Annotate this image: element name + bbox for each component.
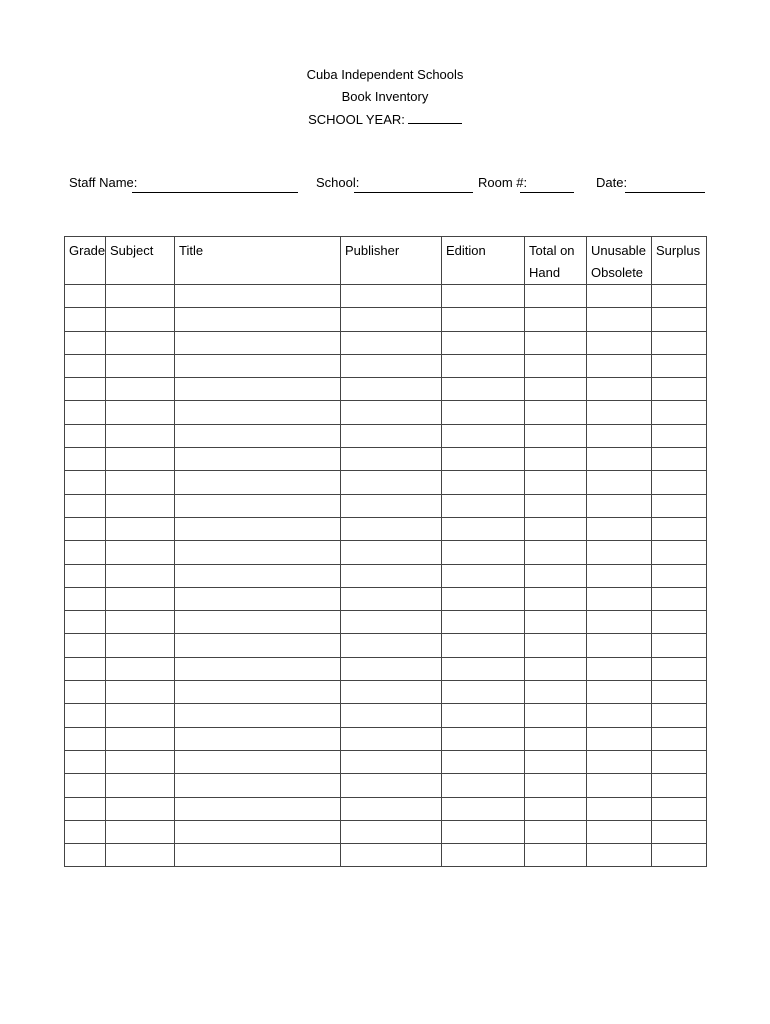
- table-cell[interactable]: [652, 820, 707, 843]
- table-cell[interactable]: [442, 378, 525, 401]
- table-cell[interactable]: [341, 587, 442, 610]
- table-cell[interactable]: [175, 844, 341, 867]
- table-cell[interactable]: [442, 448, 525, 471]
- column-header: [106, 237, 175, 285]
- table-cell[interactable]: [175, 611, 341, 634]
- table-row: [65, 494, 707, 517]
- table-cell[interactable]: [106, 471, 175, 494]
- table-cell[interactable]: [175, 471, 341, 494]
- table-cell[interactable]: [175, 401, 341, 424]
- form-header: [0, 64, 770, 131]
- table-cell[interactable]: [587, 541, 652, 564]
- table-cell[interactable]: [65, 401, 106, 424]
- table-cell[interactable]: [175, 541, 341, 564]
- table-cell[interactable]: [175, 797, 341, 820]
- table-cell[interactable]: [442, 354, 525, 377]
- column-header: [442, 237, 525, 285]
- table-cell[interactable]: [65, 820, 106, 843]
- table-row: [65, 285, 707, 308]
- table-cell[interactable]: [341, 820, 442, 843]
- table-cell[interactable]: [65, 657, 106, 680]
- table-cell[interactable]: [587, 285, 652, 308]
- table-cell[interactable]: [106, 797, 175, 820]
- table-row: [65, 657, 707, 680]
- table-row: [65, 401, 707, 424]
- staff-name-label: Staff Name:: [69, 175, 138, 190]
- table-cell[interactable]: [587, 587, 652, 610]
- table-cell[interactable]: [525, 681, 587, 704]
- table-cell[interactable]: [65, 517, 106, 540]
- table-cell[interactable]: [106, 401, 175, 424]
- table-cell[interactable]: [652, 354, 707, 377]
- column-header-line1: Total on: [529, 243, 575, 258]
- table-cell[interactable]: [652, 844, 707, 867]
- table-cell[interactable]: [175, 634, 341, 657]
- table-cell[interactable]: [65, 564, 106, 587]
- column-header-line1: Edition: [446, 243, 486, 258]
- table-cell[interactable]: [525, 657, 587, 680]
- table-cell[interactable]: [525, 611, 587, 634]
- table-cell[interactable]: [65, 354, 106, 377]
- room-field[interactable]: [520, 192, 574, 193]
- table-cell[interactable]: [442, 471, 525, 494]
- date-field[interactable]: [625, 192, 705, 193]
- table-cell[interactable]: [106, 774, 175, 797]
- table-cell[interactable]: [587, 494, 652, 517]
- table-cell[interactable]: [442, 564, 525, 587]
- table-cell[interactable]: [442, 587, 525, 610]
- table-cell[interactable]: [341, 681, 442, 704]
- column-header: [65, 237, 106, 285]
- table-row: [65, 331, 707, 354]
- table-cell[interactable]: [106, 750, 175, 773]
- school-field[interactable]: [354, 192, 473, 193]
- table-row: [65, 704, 707, 727]
- table-row: [65, 727, 707, 750]
- table-cell[interactable]: [652, 448, 707, 471]
- table-cell[interactable]: [341, 727, 442, 750]
- table-cell[interactable]: [652, 308, 707, 331]
- table-cell[interactable]: [587, 378, 652, 401]
- column-header: [652, 237, 707, 285]
- table-cell[interactable]: [175, 587, 341, 610]
- table-cell[interactable]: [525, 517, 587, 540]
- org-name: Cuba Independent Schools: [306, 67, 464, 82]
- table-cell[interactable]: [65, 681, 106, 704]
- table-cell[interactable]: [587, 564, 652, 587]
- table-cell[interactable]: [106, 378, 175, 401]
- table-cell[interactable]: [341, 448, 442, 471]
- table-cell[interactable]: [525, 308, 587, 331]
- table-cell[interactable]: [106, 634, 175, 657]
- header-row: [65, 237, 707, 285]
- table-row: [65, 471, 707, 494]
- table-cell[interactable]: [175, 308, 341, 331]
- table-cell[interactable]: [652, 611, 707, 634]
- table-cell[interactable]: [65, 611, 106, 634]
- table-cell[interactable]: [106, 587, 175, 610]
- column-header-line1: Unusable: [591, 243, 646, 258]
- table-cell[interactable]: [525, 331, 587, 354]
- table-cell[interactable]: [442, 285, 525, 308]
- table-cell[interactable]: [341, 564, 442, 587]
- table-cell[interactable]: [106, 727, 175, 750]
- table-row: [65, 424, 707, 447]
- table-row: [65, 564, 707, 587]
- table-cell[interactable]: [341, 541, 442, 564]
- table-cell[interactable]: [65, 704, 106, 727]
- table-cell[interactable]: [587, 401, 652, 424]
- room-label: Room #:: [478, 175, 528, 190]
- table-cell[interactable]: [341, 844, 442, 867]
- table-cell[interactable]: [341, 331, 442, 354]
- table-cell[interactable]: [442, 657, 525, 680]
- table-cell[interactable]: [65, 587, 106, 610]
- table-cell[interactable]: [65, 634, 106, 657]
- table-cell[interactable]: [341, 494, 442, 517]
- table-cell[interactable]: [525, 774, 587, 797]
- school-year-line: [0, 108, 770, 131]
- table-cell[interactable]: [652, 564, 707, 587]
- date-label: Date:: [596, 175, 628, 190]
- table-cell[interactable]: [442, 727, 525, 750]
- column-header: [525, 237, 587, 285]
- table-cell[interactable]: [65, 494, 106, 517]
- table-cell[interactable]: [652, 471, 707, 494]
- table-cell[interactable]: [106, 820, 175, 843]
- school-year-label: SCHOOL YEAR:: [308, 112, 405, 127]
- table-cell[interactable]: [65, 285, 106, 308]
- school-year-blank[interactable]: [408, 108, 462, 124]
- table-body: [65, 285, 707, 867]
- table-row: [65, 681, 707, 704]
- table-cell[interactable]: [175, 378, 341, 401]
- table-cell[interactable]: [525, 494, 587, 517]
- table-cell[interactable]: [587, 354, 652, 377]
- table-cell[interactable]: [341, 517, 442, 540]
- table-cell[interactable]: [587, 331, 652, 354]
- table-row: [65, 611, 707, 634]
- table-cell[interactable]: [587, 424, 652, 447]
- table-cell[interactable]: [106, 331, 175, 354]
- table-cell[interactable]: [652, 285, 707, 308]
- table-cell[interactable]: [65, 308, 106, 331]
- table-cell[interactable]: [341, 657, 442, 680]
- table-cell[interactable]: [106, 611, 175, 634]
- table-cell[interactable]: [587, 471, 652, 494]
- table-cell[interactable]: [442, 844, 525, 867]
- table-cell[interactable]: [175, 657, 341, 680]
- form-fields-row: [0, 172, 770, 196]
- table-row: [65, 820, 707, 843]
- table-cell[interactable]: [65, 471, 106, 494]
- table-cell[interactable]: [652, 378, 707, 401]
- inventory-table: [64, 236, 707, 867]
- table-cell[interactable]: [341, 774, 442, 797]
- table-row: [65, 797, 707, 820]
- table-cell[interactable]: [652, 727, 707, 750]
- table-cell[interactable]: [175, 704, 341, 727]
- table-cell[interactable]: [106, 448, 175, 471]
- table-cell[interactable]: [442, 494, 525, 517]
- table-cell[interactable]: [587, 750, 652, 773]
- table-cell[interactable]: [106, 564, 175, 587]
- table-cell[interactable]: [341, 471, 442, 494]
- table-cell[interactable]: [442, 681, 525, 704]
- table-cell[interactable]: [525, 704, 587, 727]
- table-cell[interactable]: [65, 727, 106, 750]
- table-cell[interactable]: [341, 308, 442, 331]
- table-cell[interactable]: [106, 844, 175, 867]
- table-cell[interactable]: [652, 774, 707, 797]
- table-cell[interactable]: [341, 704, 442, 727]
- table-row: [65, 354, 707, 377]
- table-cell[interactable]: [175, 331, 341, 354]
- table-cell[interactable]: [106, 704, 175, 727]
- table-cell[interactable]: [525, 587, 587, 610]
- table-cell[interactable]: [442, 634, 525, 657]
- table-row: [65, 844, 707, 867]
- table-cell[interactable]: [525, 750, 587, 773]
- table-cell[interactable]: [652, 750, 707, 773]
- table-cell[interactable]: [106, 681, 175, 704]
- table-cell[interactable]: [652, 681, 707, 704]
- column-header-line2: Hand: [529, 265, 561, 280]
- table-cell[interactable]: [587, 308, 652, 331]
- table-cell[interactable]: [106, 494, 175, 517]
- table-cell[interactable]: [525, 401, 587, 424]
- table-cell[interactable]: [175, 727, 341, 750]
- table-cell[interactable]: [341, 285, 442, 308]
- column-header-line1: Publisher: [345, 243, 400, 258]
- table-cell[interactable]: [65, 797, 106, 820]
- table-cell[interactable]: [442, 750, 525, 773]
- table-cell[interactable]: [525, 471, 587, 494]
- table-cell[interactable]: [652, 587, 707, 610]
- table-cell[interactable]: [65, 844, 106, 867]
- school-label: School:: [316, 175, 360, 190]
- table-cell[interactable]: [106, 541, 175, 564]
- table-cell[interactable]: [175, 750, 341, 773]
- table-cell[interactable]: [442, 797, 525, 820]
- table-row: [65, 308, 707, 331]
- table-cell[interactable]: [442, 517, 525, 540]
- table-cell[interactable]: [65, 448, 106, 471]
- column-header-line1: Title: [179, 243, 204, 258]
- table-cell[interactable]: [106, 285, 175, 308]
- table-cell[interactable]: [525, 424, 587, 447]
- table-cell[interactable]: [341, 750, 442, 773]
- table-cell[interactable]: [442, 331, 525, 354]
- table-cell[interactable]: [587, 820, 652, 843]
- table-cell[interactable]: [587, 774, 652, 797]
- table-cell[interactable]: [106, 354, 175, 377]
- table-cell[interactable]: [587, 797, 652, 820]
- table-cell[interactable]: [652, 634, 707, 657]
- column-header: [587, 237, 652, 285]
- table-cell[interactable]: [106, 517, 175, 540]
- table-cell[interactable]: [106, 308, 175, 331]
- column-header-line2: Obsolete: [591, 265, 644, 280]
- table-cell[interactable]: [652, 401, 707, 424]
- table-cell[interactable]: [341, 424, 442, 447]
- table-cell[interactable]: [525, 727, 587, 750]
- table-cell[interactable]: [175, 494, 341, 517]
- table-cell[interactable]: [106, 657, 175, 680]
- table-cell[interactable]: [175, 354, 341, 377]
- table-cell[interactable]: [587, 727, 652, 750]
- column-header: [175, 237, 341, 285]
- table-cell[interactable]: [652, 517, 707, 540]
- staff-name-field[interactable]: [132, 192, 298, 193]
- table-row: [65, 448, 707, 471]
- table-cell[interactable]: [341, 378, 442, 401]
- table-cell[interactable]: [65, 378, 106, 401]
- table-cell[interactable]: [652, 331, 707, 354]
- table-cell[interactable]: [442, 308, 525, 331]
- table-cell[interactable]: [587, 657, 652, 680]
- table-cell[interactable]: [341, 401, 442, 424]
- table-cell[interactable]: [341, 611, 442, 634]
- column-header-line1: Subject: [110, 243, 154, 258]
- table-cell[interactable]: [525, 354, 587, 377]
- table-cell[interactable]: [341, 634, 442, 657]
- table-row: [65, 774, 707, 797]
- table-cell[interactable]: [442, 424, 525, 447]
- table-cell[interactable]: [442, 401, 525, 424]
- table-cell[interactable]: [525, 378, 587, 401]
- table-row: [65, 517, 707, 540]
- table-row: [65, 634, 707, 657]
- column-header-line1: Grade: [69, 243, 106, 258]
- table-cell[interactable]: [65, 774, 106, 797]
- table-row: [65, 378, 707, 401]
- table-cell[interactable]: [525, 564, 587, 587]
- table-cell[interactable]: [525, 541, 587, 564]
- table-cell[interactable]: [652, 494, 707, 517]
- table-cell[interactable]: [442, 774, 525, 797]
- table-row: [65, 750, 707, 773]
- table-cell[interactable]: [65, 424, 106, 447]
- table-cell[interactable]: [442, 541, 525, 564]
- table-cell[interactable]: [175, 424, 341, 447]
- table-cell[interactable]: [587, 704, 652, 727]
- table-cell[interactable]: [525, 448, 587, 471]
- table-cell[interactable]: [587, 611, 652, 634]
- table-cell[interactable]: [175, 285, 341, 308]
- table-cell[interactable]: [175, 564, 341, 587]
- column-header: [341, 237, 442, 285]
- table-cell[interactable]: [442, 820, 525, 843]
- table-cell[interactable]: [652, 704, 707, 727]
- table-cell[interactable]: [652, 797, 707, 820]
- table-cell[interactable]: [587, 517, 652, 540]
- table-cell[interactable]: [175, 820, 341, 843]
- table-cell[interactable]: [525, 797, 587, 820]
- table-cell[interactable]: [652, 657, 707, 680]
- table-cell[interactable]: [65, 541, 106, 564]
- column-header-line1: Surplus: [656, 243, 701, 258]
- table-cell[interactable]: [525, 820, 587, 843]
- table-cell[interactable]: [175, 774, 341, 797]
- table-cell[interactable]: [175, 517, 341, 540]
- table-cell[interactable]: [587, 681, 652, 704]
- table-cell[interactable]: [525, 285, 587, 308]
- table-row: [65, 587, 707, 610]
- table-cell[interactable]: [652, 424, 707, 447]
- table-cell[interactable]: [65, 331, 106, 354]
- form-title: Book Inventory: [341, 89, 429, 104]
- table-cell[interactable]: [65, 750, 106, 773]
- table-cell[interactable]: [442, 611, 525, 634]
- table-cell[interactable]: [525, 844, 587, 867]
- table-cell[interactable]: [341, 797, 442, 820]
- table-cell[interactable]: [175, 448, 341, 471]
- table-cell[interactable]: [106, 424, 175, 447]
- table-cell[interactable]: [652, 541, 707, 564]
- table-cell[interactable]: [175, 681, 341, 704]
- table-cell[interactable]: [442, 704, 525, 727]
- table-cell[interactable]: [587, 844, 652, 867]
- table-row: [65, 541, 707, 564]
- table-cell[interactable]: [587, 634, 652, 657]
- table-cell[interactable]: [341, 354, 442, 377]
- table-cell[interactable]: [525, 634, 587, 657]
- table-cell[interactable]: [587, 448, 652, 471]
